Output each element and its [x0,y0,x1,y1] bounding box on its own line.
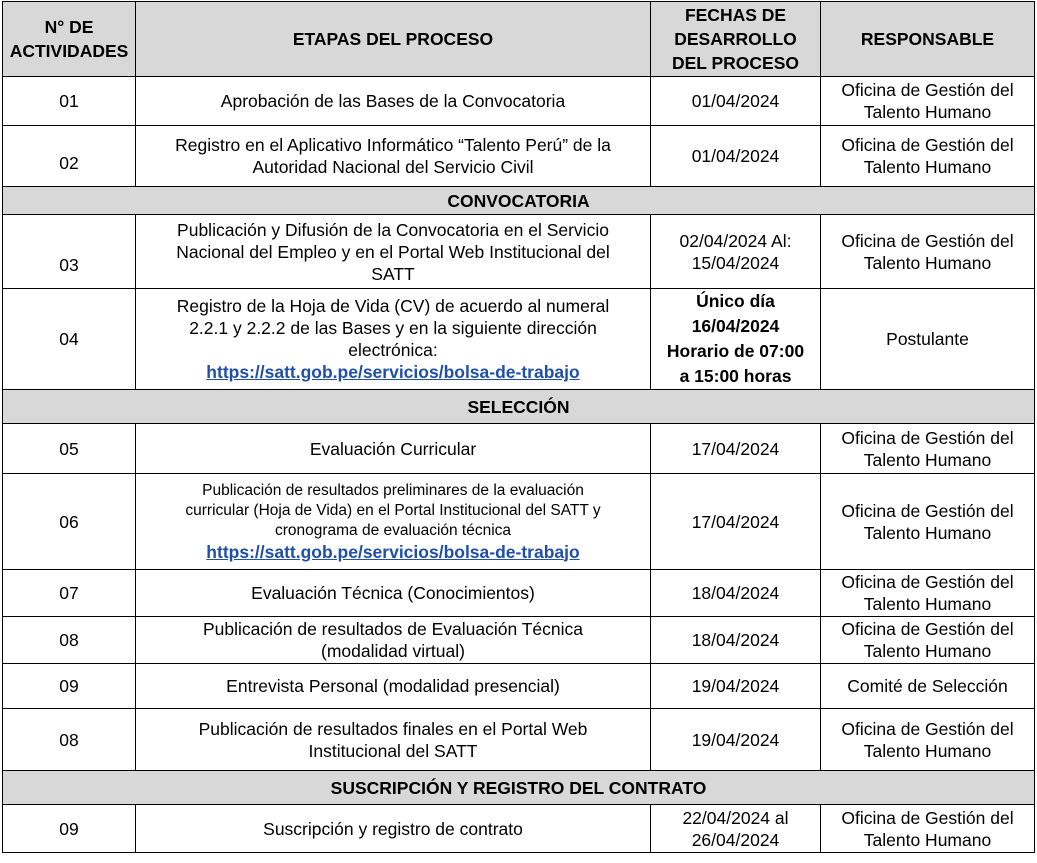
date-cell [651,77,821,126]
cell-text-line: (modalidad virtual) [321,641,465,661]
cell-text-line: cronograma de evaluación técnica [274,521,512,539]
activity-number: 02 [3,126,136,187]
table-row [3,570,1035,617]
cell-text-line: Postulante [886,329,969,349]
cell-text-line: 01/04/2024 [691,146,780,166]
cell-text-line: Talento Humano [863,157,992,177]
cell-text-line: 16/04/2024 [691,316,780,336]
stage-cell [136,474,651,570]
cell-text-line: Oficina de Gestión del [841,230,1014,251]
stage-cell [136,215,651,289]
cell-text-line: Autoridad Nacional del Servicio Civil [252,157,534,177]
responsible-cell [821,424,1035,474]
cell-text-line: Talento Humano [863,102,992,122]
section-title: SUSCRIPCIÓN Y REGISTRO DEL CONTRATO [3,771,1035,805]
cell-text-line: 02/04/2024 Al: [679,230,792,251]
cell-text-line: Publicación de resultados de Evaluación Técnica [202,619,584,639]
header-dates: FECHAS DE DESARROLLO DEL PROCESO [651,2,821,77]
date-cell [651,424,821,474]
activity-number: 01 [3,77,136,126]
activity-number: 09 [3,805,136,853]
cell-text-line: 17/04/2024 [691,511,780,532]
table-row [3,805,1035,853]
table-row [3,617,1035,664]
table-row [3,424,1035,474]
responsible-cell [821,215,1035,289]
cell-text-line: Oficina de Gestión del [841,619,1014,639]
activity-number: 06 [3,474,136,570]
cell-text-line: Entrevista Personal (modalidad presencial) [226,676,560,696]
schedule-table [2,1,1035,853]
header-responsible: RESPONSABLE [821,2,1035,77]
responsible-cell [821,617,1035,664]
responsible-cell [821,126,1035,187]
date-cell [651,570,821,617]
cell-text-line: Talento Humano [863,829,992,850]
activity-number: 04 [3,289,136,390]
cell-text-line: Aprobación de las Bases de la Convocatoria [220,91,566,111]
stage-cell [136,570,651,617]
table-row [3,709,1035,771]
cell-text-line: Oficina de Gestión del [841,500,1014,521]
cell-text-line: Talento Humano [863,522,992,543]
cell-text-line: 2.2.1 y 2.2.2 de las Bases y en la siguiente dirección [189,318,597,338]
job-board-link[interactable]: https://satt.gob.pe/servicios/bolsa-de-trabajo [206,541,580,562]
table-row [3,474,1035,570]
activity-number: 05 [3,424,136,474]
cell-text-line: 19/04/2024 [691,676,780,696]
cell-text-line: Oficina de Gestión del [841,427,1014,448]
cell-text-line: Oficina de Gestión del [841,135,1014,155]
activity-number: 07 [3,570,136,617]
table-row [3,126,1035,187]
cell-text-line: Comité de Selección [847,676,1008,696]
cell-text-line: Publicación y Difusión de la Convocatoria en el Servicio [177,219,609,240]
stage-cell [136,617,651,664]
header-stage: ETAPAS DEL PROCESO [136,2,651,77]
cell-text-line: Registro en el Aplicativo Informático “Talento Perú” de la [175,135,611,155]
cell-text-line: 01/04/2024 [691,91,780,111]
cell-text-line: Nacional del Empleo y en el Portal Web Institucional del [176,241,610,262]
table-row [3,77,1035,126]
stage-cell [136,424,651,474]
activity-number: 09 [3,664,136,709]
date-cell [651,289,821,390]
table-row [3,215,1035,289]
stage-cell [136,805,651,853]
table-row [3,289,1035,390]
cell-text-line: Oficina de Gestión del [841,572,1014,592]
section-title: CONVOCATORIA [3,187,1035,215]
cell-text-line: Talento Humano [863,740,992,761]
job-board-link[interactable]: https://satt.gob.pe/servicios/bolsa-de-trabajo [206,362,580,382]
cell-text-line: 19/04/2024 [691,729,780,750]
cell-text-line: 18/04/2024 [691,630,780,650]
responsible-cell [821,77,1035,126]
table-body [3,77,1035,853]
activity-number: 08 [3,617,136,664]
header-row [3,2,1035,77]
cell-text-line: curricular (Hoja de Vida) en el Portal Institucional del SATT y [185,501,601,519]
cell-text-line: Publicación de resultados preliminares de la evaluación [202,481,584,499]
date-cell [651,709,821,771]
date-cell [651,215,821,289]
cell-text-line: Oficina de Gestión del [841,718,1014,739]
responsible-cell [821,709,1035,771]
cell-text-line: Horario de 07:00 [666,341,805,361]
activity-number: 03 [3,215,136,289]
stage-cell [136,289,651,390]
cell-text-line: Registro de la Hoja de Vida (CV) de acuerdo al numeral [176,296,610,316]
table-row [3,664,1035,709]
date-cell [651,474,821,570]
responsible-cell [821,664,1035,709]
cell-text-line: 18/04/2024 [691,583,780,603]
cell-text-line: 22/04/2024 al [682,807,789,828]
cell-text-line: Talento Humano [863,641,992,661]
activity-number: 08 [3,709,136,771]
stage-cell [136,126,651,187]
cell-text-line: Oficina de Gestión del [841,807,1014,828]
cell-text-line: electrónica: [348,340,438,360]
cell-text-line: Talento Humano [863,594,992,614]
cell-text-line: 26/04/2024 [691,829,780,850]
responsible-cell [821,474,1035,570]
responsible-cell [821,805,1035,853]
cell-text-line: 17/04/2024 [691,438,780,459]
section-row [3,390,1035,424]
cell-text-line: Evaluación Curricular [309,438,477,459]
header-num: N° DE ACTIVIDADES [3,2,136,77]
cell-text-line: Oficina de Gestión del [841,80,1014,100]
section-title: SELECCIÓN [3,390,1035,424]
section-row [3,187,1035,215]
cell-text-line: Suscripción y registro de contrato [263,818,523,839]
date-cell [651,617,821,664]
stage-cell [136,709,651,771]
cell-text-line: Publicación de resultados finales en el Portal Web [198,718,588,739]
responsible-cell [821,570,1035,617]
stage-cell [136,664,651,709]
section-row [3,771,1035,805]
responsible-cell [821,289,1035,390]
date-cell [651,664,821,709]
stage-cell [136,77,651,126]
cell-text-line: Institucional del SATT [308,740,478,761]
cell-text-line: Talento Humano [863,449,992,470]
cell-text-line: Único día [696,291,775,311]
date-cell [651,805,821,853]
cell-text-line: Talento Humano [863,252,992,273]
cell-text-line: 15/04/2024 [691,252,780,273]
cell-text-line: Evaluación Técnica (Conocimientos) [251,583,535,603]
cell-text-line: SATT [371,263,415,284]
date-cell [651,126,821,187]
cell-text-line: a 15:00 horas [679,366,792,386]
